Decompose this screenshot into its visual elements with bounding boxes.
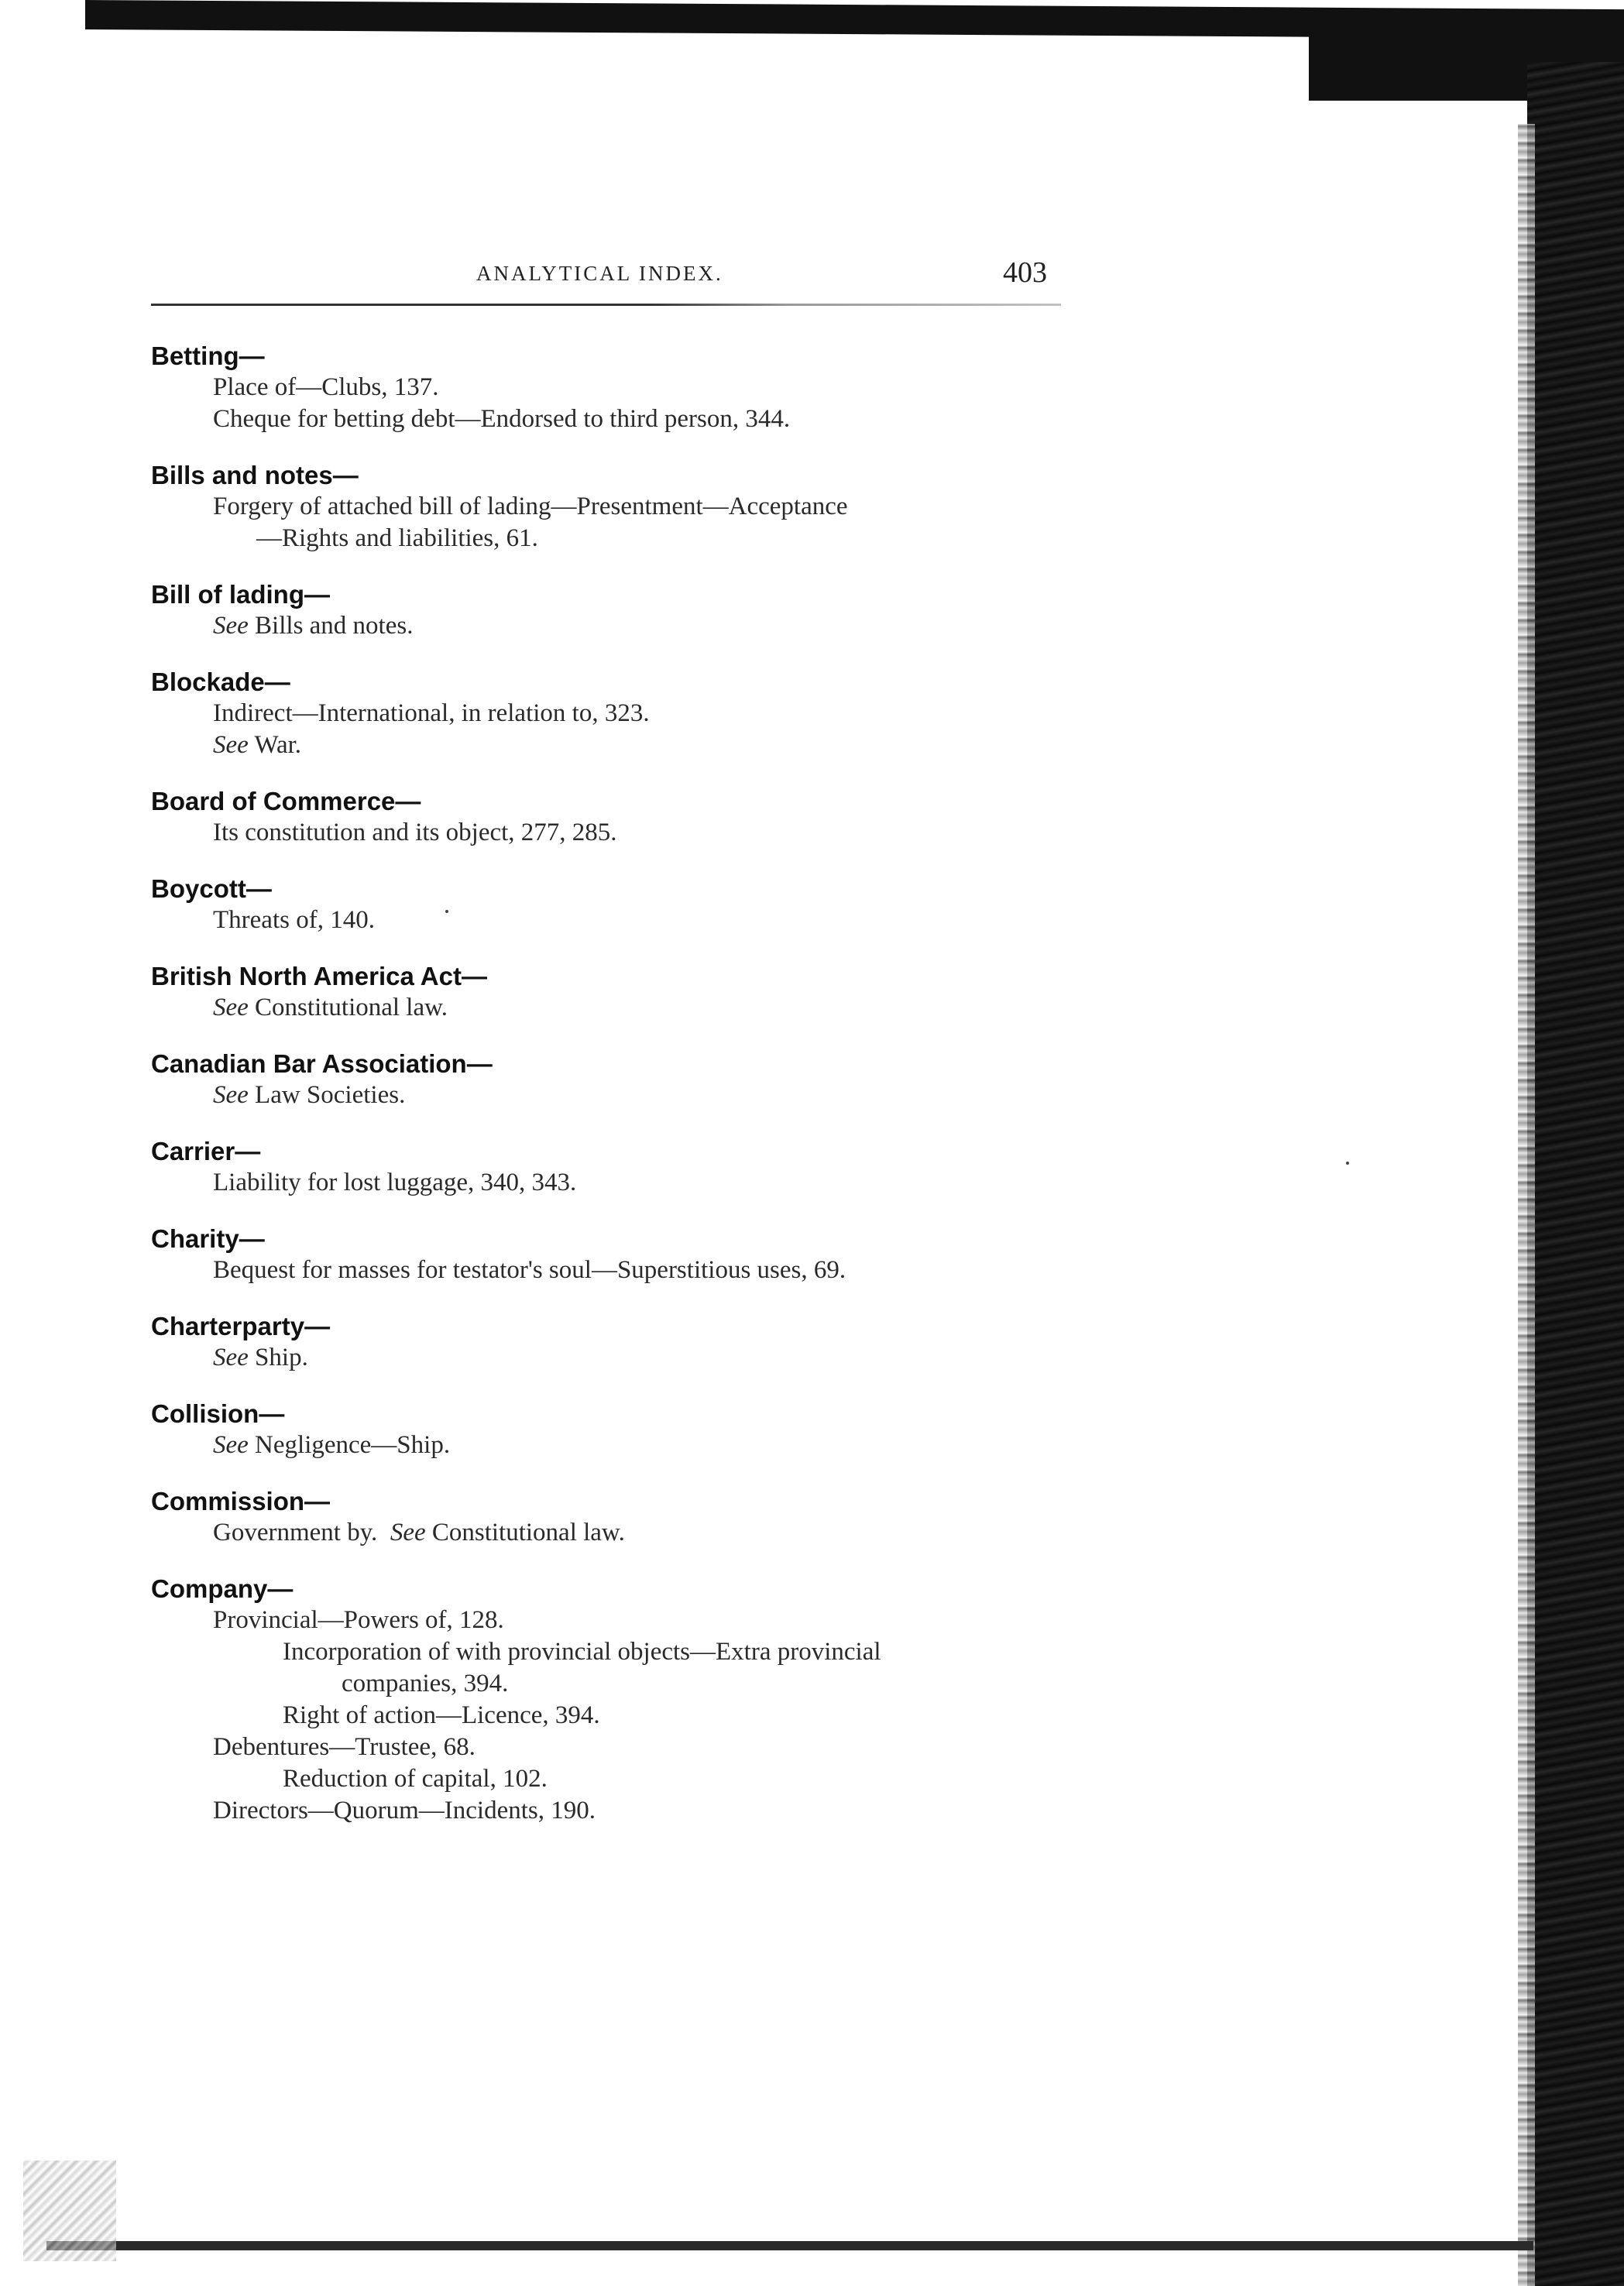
entry-line: Liability for lost luggage, 340, 343. — [213, 1169, 577, 1196]
entry-line — [151, 610, 1104, 642]
entry-heading: Board of Commerce— — [151, 787, 421, 815]
scan-corner-noise — [23, 2161, 116, 2261]
index-entry-commission — [151, 1486, 1104, 1549]
entry-heading: Bills and notes— — [151, 461, 359, 489]
index-entry-charity — [151, 1224, 1104, 1286]
reference-target: Constitutional law. — [255, 994, 448, 1021]
see-reference: See — [213, 731, 249, 759]
entry-heading: British North America Act— — [151, 962, 487, 990]
index-entry-canadian-bar-association — [151, 1049, 1104, 1111]
reference-target: Bills and notes. — [255, 612, 414, 640]
page-header — [151, 256, 1065, 302]
entry-line: Forgery of attached bill of lading—Presentment—Acceptance — [213, 493, 848, 520]
entry-heading: Canadian Bar Association— — [151, 1049, 493, 1078]
index-entry-boycott — [151, 874, 1104, 936]
scan-page-edge — [1518, 124, 1535, 2286]
index-entry-betting — [151, 341, 1104, 435]
scan-border-bottom — [46, 2241, 1533, 2250]
index-entry-blockade — [151, 667, 1104, 761]
entry-line: companies, 394. — [342, 1670, 509, 1697]
entry-line — [151, 1080, 1104, 1111]
entry-line: Indirect—International, in relation to, 323. — [213, 699, 650, 727]
see-reference: See — [213, 1431, 249, 1459]
entry-heading: Company— — [151, 1574, 294, 1603]
entry-heading: Bill of lading— — [151, 580, 330, 609]
entry-line: Right of action—Licence, 394. — [283, 1701, 600, 1729]
entry-heading: Commission— — [151, 1487, 331, 1515]
header-rule — [151, 304, 1061, 306]
index-entry-board-of-commerce — [151, 786, 1104, 849]
entry-heading: Boycott— — [151, 874, 272, 903]
entry-heading: Betting— — [151, 342, 265, 370]
reference-target: Negligence—Ship. — [255, 1431, 451, 1459]
running-title: ANALYTICAL INDEX. — [476, 262, 723, 285]
entry-line: Threats of, 140. — [213, 906, 375, 934]
index-entry-british-north-america-act — [151, 961, 1104, 1024]
entry-text: Government by. — [213, 1519, 378, 1546]
reference-target: War. — [254, 731, 302, 759]
see-reference: See — [213, 612, 249, 640]
index-entry-carrier — [151, 1136, 1104, 1199]
entry-line: Place of—Clubs, 137. — [213, 373, 439, 401]
entry-line — [151, 729, 1104, 761]
index-list — [151, 341, 1104, 1852]
entry-line: Incorporation of with provincial objects—Extra provincial — [283, 1638, 881, 1666]
entry-heading: Charity— — [151, 1224, 265, 1253]
entry-line: Provincial—Powers of, 128. — [213, 1606, 504, 1634]
reference-target: Ship. — [255, 1344, 308, 1371]
index-entry-bill-of-lading — [151, 579, 1104, 642]
scan-speck — [1346, 1162, 1349, 1165]
entry-line: Its constitution and its object, 277, 285. — [213, 819, 617, 846]
entry-line: Directors—Quorum—Incidents, 190. — [213, 1797, 596, 1824]
index-entry-charterparty — [151, 1311, 1104, 1374]
index-entry-collision — [151, 1399, 1104, 1461]
index-entry-bills-and-notes — [151, 460, 1104, 554]
page-number: 403 — [1003, 256, 1047, 289]
entry-heading: Carrier— — [151, 1137, 261, 1165]
entry-line: Cheque for betting debt—Endorsed to third person, 344. — [213, 405, 791, 433]
entry-line — [151, 1517, 1104, 1549]
entry-line — [151, 1342, 1104, 1374]
entry-line — [151, 1430, 1104, 1461]
entry-heading: Charterparty— — [151, 1312, 331, 1340]
entry-heading: Collision— — [151, 1399, 285, 1428]
reference-target: Constitutional law. — [431, 1519, 625, 1546]
entry-line: Debentures—Trustee, 68. — [213, 1733, 476, 1761]
entry-line: Bequest for masses for testator's soul—Superstitious uses, 69. — [213, 1256, 846, 1284]
entry-line: Reduction of capital, 102. — [283, 1765, 548, 1793]
entry-heading: Blockade— — [151, 668, 290, 696]
see-reference: See — [213, 1081, 249, 1109]
reference-target: Law Societies. — [255, 1081, 406, 1109]
entry-line: —Rights and liabilities, 61. — [256, 524, 538, 552]
entry-line — [151, 992, 1104, 1024]
scan-border-right — [1527, 62, 1624, 2286]
see-reference: See — [213, 994, 249, 1021]
see-reference: See — [390, 1519, 426, 1546]
see-reference: See — [213, 1344, 249, 1371]
index-entry-company — [151, 1574, 1104, 1827]
